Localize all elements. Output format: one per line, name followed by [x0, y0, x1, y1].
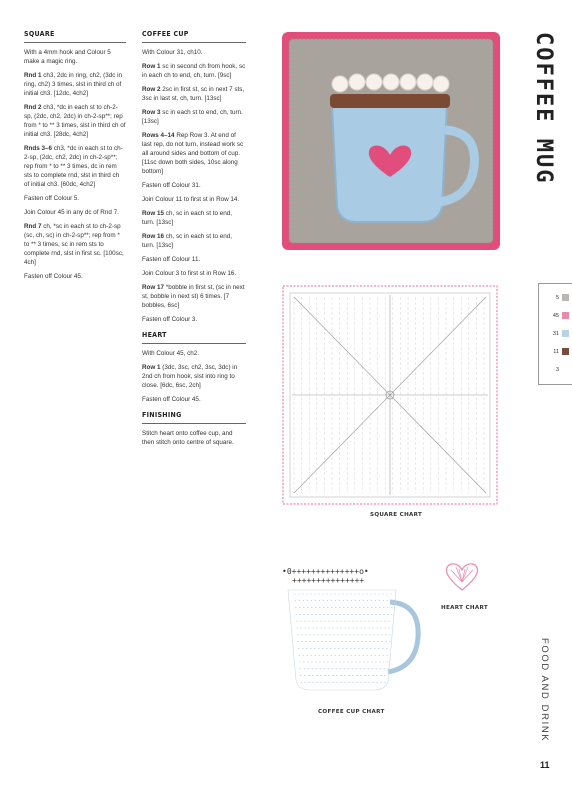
colour-legend — [538, 283, 572, 385]
section-label: FOOD AND DRINK — [539, 638, 550, 743]
heart-row1: Row 1 (3dc, 3sc, ch2, 3sc, 3dc) in 2nd ch from hook, slst into ring to close. [6dc, 6sc, 2ch] — [142, 364, 238, 389]
cup-chart-caption: COFFEE CUP CHART — [318, 709, 385, 715]
square-heading: SQUARE — [24, 30, 126, 43]
square-rnds3-6: Rnds 3–6 ch3, *dc in each st to ch-2-sp, (2dc, ch2, 2dc) in ch-2-sp**; rep from * to ** 3 times, dc in rem sts to complete rnd, slst in third ch of initial ch3. [60dc, 4ch2] — [24, 145, 123, 188]
cup-row1: Row 1 sc in second ch from hook, sc in each ch to end, ch, turn. [9sc] — [142, 63, 246, 79]
finishing-text: Stitch heart onto coffee cup, and then stitch onto centre of square. — [142, 430, 234, 446]
heart-intro: With Colour 45, ch2. — [142, 350, 200, 357]
cup-row16: Row 16 ch, sc in each st to end, turn. [13sc] — [142, 233, 232, 249]
cup-intro: With Colour 31, ch10. — [142, 49, 203, 56]
square-rnd1: Rnd 1 ch3, 2dc in ring, ch2, (3dc in ring, ch2) 3 times, slst in third ch of initial ch3. [12dc, 4ch2] — [24, 72, 123, 97]
cup-pattern — [142, 30, 246, 452]
square-fasten-5: Fasten off Colour 5. — [24, 195, 80, 202]
heart-heading: HEART — [142, 331, 246, 344]
cup-row3: Row 3 sc in each st to end, ch, turn. [13sc] — [142, 109, 243, 125]
finishing-heading: FINISHING — [142, 411, 246, 424]
square-chart — [280, 283, 500, 508]
legend-item-31: 31 — [543, 329, 571, 339]
square-intro: With a 4mm hook and Colour 5 make a magic ring. — [24, 49, 111, 65]
cup-chart — [270, 562, 430, 702]
heart-fasten: Fasten off Colour 45. — [142, 396, 201, 403]
cup-join-3: Join Colour 3 to first st in Row 16. — [142, 270, 237, 277]
cup-fasten-11: Fasten off Colour 11. — [142, 256, 201, 263]
coffee-rows — [330, 94, 450, 108]
legend-item-3: 3 — [543, 365, 571, 375]
square-rnd2: Rnd 2 ch3, *dc in each st to ch-2-sp, (2dc, ch2, 2dc) in ch-2-sp**; rep from * to ** 3 times, slst in third ch of initial ch3. [28dc, 4ch2] — [24, 104, 126, 138]
cup-rows4-14: Rows 4–14 Rep Row 3. At end of last rep, do not turn, instead work sc all around sides and bottom of cup. [11sc down both sides, 10sc along bottom] — [142, 132, 244, 175]
page-number: 11 — [540, 760, 550, 770]
square-fasten-45: Fasten off Colour 45. — [24, 273, 83, 280]
square-pattern — [24, 30, 126, 286]
legend-item-45: 45 — [543, 311, 571, 321]
cup-heading: COFFEE CUP — [142, 30, 246, 43]
cup-fasten-31: Fasten off Colour 31. — [142, 182, 201, 189]
heart-chart — [442, 560, 482, 596]
square-chart-caption: SQUARE CHART — [370, 512, 423, 518]
square-rnd7: Rnd 7 ch, *sc in each st to ch-2-sp (sc, ch, sc) in ch-2-sp**; rep from * to ** 3 times, sc in rem sts to complete rnd, slst in first sc. [100sc, 4ch] — [24, 223, 124, 266]
square-join-45: Join Colour 45 in any dc of Rnd 7. — [24, 209, 119, 216]
heart-chart-caption: HEART CHART — [441, 605, 488, 611]
svg-text:•0++++++++++++++o•: •0++++++++++++++o• — [282, 567, 369, 576]
page-title: COFFEE MUG — [531, 32, 556, 185]
cup-row2: Row 2 2sc in first st, sc in next 7 sts, 3sc in last st, ch, turn. [13sc] — [142, 86, 245, 102]
cup-join-11: Join Colour 11 to first st in Row 14. — [142, 196, 240, 203]
finished-square-photo — [282, 32, 500, 250]
cup-row17: Row 17 *bobble in first st, (sc in next st, bobble in next st) 6 times. [7 bobbles, 6sc] — [142, 284, 245, 309]
cup-fasten-3: Fasten off Colour 3. — [142, 316, 198, 323]
legend-item-11: 11 — [543, 347, 571, 357]
svg-text:+++++++++++++++: +++++++++++++++ — [292, 576, 365, 585]
cup-row15: Row 15 ch, sc in each st to end, turn. [13sc] — [142, 210, 232, 226]
legend-item-5: 5 — [543, 293, 571, 303]
